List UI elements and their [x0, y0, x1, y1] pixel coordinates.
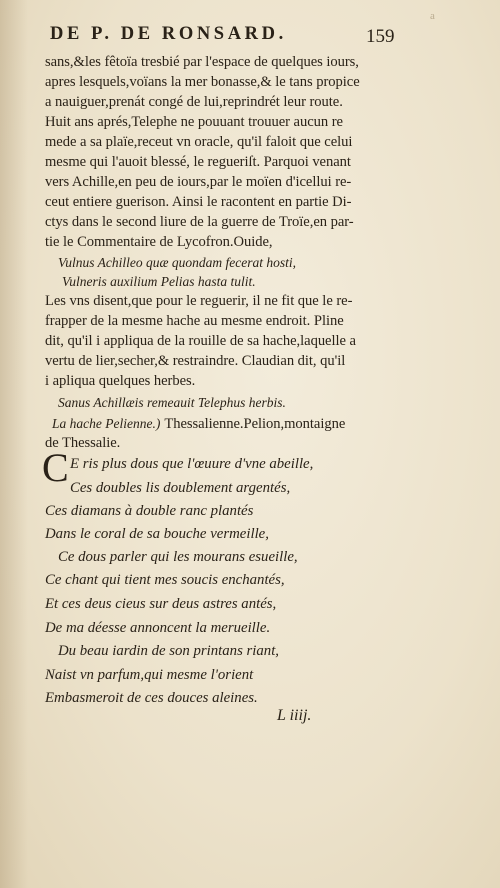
- prose-line: Huit ans aprés,Telephe ne pouuant trouuer aucun re: [45, 114, 343, 130]
- latin-quote-line: Sanus Achillæis remeauit Telephus herbis.: [58, 395, 286, 410]
- corner-mark: a: [430, 10, 435, 22]
- gloss-text: Thessalienne.Pelion,montaigne: [164, 416, 346, 432]
- prose-line: sans,&les fêtoïa tresbié par l'espace de quelques iours,: [45, 54, 359, 70]
- prose-line: vertu de lier,secher,& restraindre. Claudian dit, qu'il: [45, 353, 346, 369]
- gloss-text: de Thessalie.: [45, 435, 121, 451]
- poem-line: Ce chant qui tient mes soucis enchantés,: [45, 572, 285, 588]
- poem-line: Embasmeroit de ces douces aleines.: [45, 690, 258, 706]
- prose-line: i apliqua quelques herbes.: [45, 373, 196, 389]
- prose-line: a nauiguer,prenát congé de lui,reprindrét leur route.: [45, 94, 343, 110]
- prose-line: frapper de la mesme hache au mesme endroit. Pline: [45, 313, 344, 329]
- prose-line: Les vns disent,que pour le reguerir, il ne fit que le re-: [45, 293, 353, 309]
- poem-line: E ris plus dous que l'œuure d'vne abeille,: [70, 456, 314, 472]
- signature-mark: L iiij.: [277, 707, 312, 724]
- prose-line: vers Achille,en peu de iours,par le moïen d'icellui re-: [45, 174, 352, 190]
- poem-line: Et ces deus cieus sur deus astres antés,: [45, 596, 277, 612]
- prose-line: mede a sa plaïe,receut vn oracle, qu'il faloit que celui: [45, 134, 353, 150]
- running-title: DE P. DE RONSARD.: [50, 24, 287, 44]
- latin-quote-line: Vulnus Achilleo quæ quondam fecerat hosti,: [58, 255, 296, 270]
- page-number: 159: [366, 26, 395, 47]
- gloss-line: [52, 415, 345, 433]
- poem-line: Ces diamans à double ranc plantés: [45, 503, 254, 519]
- poem-line: Ce dous parler qui les mourans esueille,: [58, 549, 298, 565]
- drop-cap: C: [42, 445, 69, 490]
- prose-line: ceut entiere guerison. Ainsi le racontent en partie Di-: [45, 194, 352, 210]
- prose-line: tie le Commentaire de Lycofron.Ouide,: [45, 234, 273, 250]
- prose-line: ctys dans le second liure de la guerre de Troïe,en par-: [45, 214, 354, 230]
- poem-line: Naist vn parfum,qui mesme l'orient: [45, 667, 254, 683]
- poem-line: Ces doubles lis doublement argentés,: [70, 480, 291, 496]
- poem-line: De ma déesse annoncent la merueille.: [45, 620, 271, 636]
- poem-line: Du beau iardin de son printans riant,: [58, 643, 279, 659]
- prose-line: dit, qu'il i appliqua de la rouille de sa hache,laquelle a: [45, 333, 356, 349]
- poem-line: Dans le coral de sa bouche vermeille,: [45, 526, 269, 542]
- prose-line: apres lesquels,voïans la mer bonasse,& le tans propice: [45, 74, 360, 90]
- gloss-lemma: La hache Pelienne.): [52, 416, 161, 431]
- latin-quote-line: Vulneris auxilium Pelias hasta tulit.: [62, 274, 256, 289]
- prose-line: mesme qui l'auoit blessé, le regueriſt. Parquoi venant: [45, 154, 351, 170]
